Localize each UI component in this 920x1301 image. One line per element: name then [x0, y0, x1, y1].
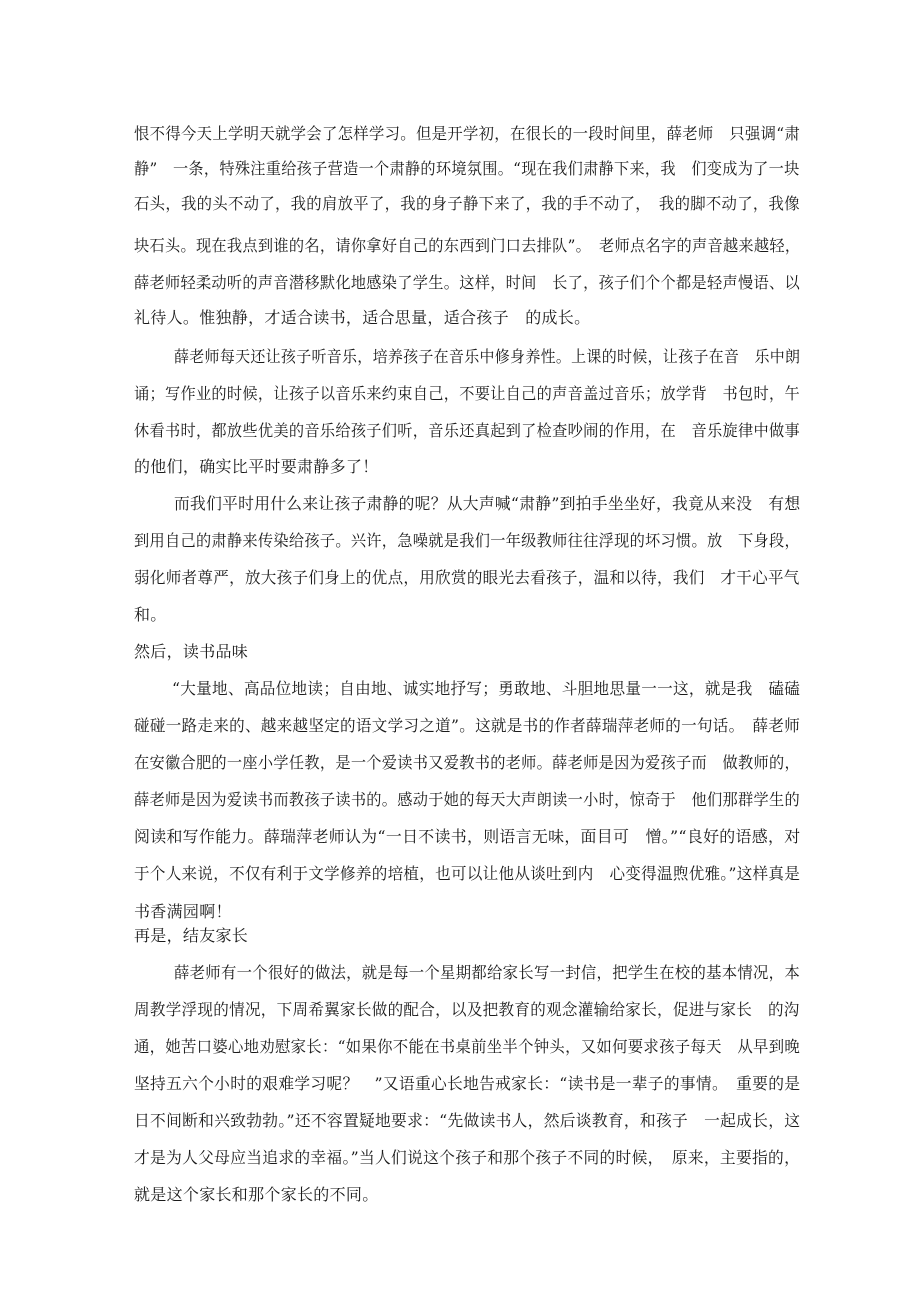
- text-line: 薛老师是因为爱读书而教孩子读书的。感动于她的每天大声朗读一小时，惊奇于 他们那群学生的: [134, 790, 800, 809]
- text-line: 才是为人父母应当追求的幸福。”当人们说这个孩子和那个孩子不同的时候， 原来，主要指的，: [134, 1148, 801, 1167]
- text-line: 而我们平时用什么来让孩子肃静的呢？从大声喊“肃静”到拍手坐坐好，我竟从来没 有想: [174, 494, 801, 513]
- text-line: 薛老师每天还让孩子听音乐，培养孩子在音乐中修身养性。上课的时候，让孩子在音 乐中朗: [174, 347, 801, 366]
- text-line: 阅读和写作能力。薛瑞萍老师认为“一日不读书，则语言无味，面目可 憎。”“良好的语感，对: [134, 827, 801, 846]
- text-line: 恨不得今天上学明天就学会了怎样学习。但是开学初，在很长的一段时间里，薛老师 只强调“肃: [134, 124, 801, 143]
- text-line: 于个人来说，不仅有利于文学修养的培植，也可以让他从谈吐到内 心变得温煦优雅。”这样真是: [134, 864, 801, 883]
- text-line: 通，她苦口婆心地劝慰家长：“如果你不能在书桌前坐半个钟头，又如何要求孩子每天 从早到晚: [134, 1037, 801, 1056]
- text-line: 静” 一条，特殊注重给孩子营造一个肃静的环境氛围。“现在我们肃静下来，我 们变成为了一块: [134, 159, 800, 178]
- text-line: 坚持五六个小时的艰难学习呢？ ”又语重心长地告戒家长：“读书是一辈子的事情。 重要的是: [134, 1074, 801, 1093]
- text-line: 在安徽合肥的一座小学任教，是一个爱读书又爱教书的老师。薛老师是因为爱孩子而 做教师的，: [134, 753, 800, 772]
- text-line: 和。: [134, 605, 167, 624]
- text-line: 日不间断和兴致勃勃。”还不容置疑地要求：“先做读书人，然后谈教育，和孩子 一起成长，这: [134, 1111, 801, 1130]
- text-line: 弱化师者尊严，放大孩子们身上的优点，用欣赏的眼光去看孩子，温和以待，我们 才干心平气: [134, 568, 800, 587]
- text-line: 碰碰一路走来的、越来越坚定的语文学习之道”。这就是书的作者薛瑞萍老师的一句话。 薛老师: [134, 716, 801, 735]
- text-line: 薛老师有一个很好的做法，就是每一个星期都给家长写一封信，把学生在校的基本情况，本: [174, 963, 801, 982]
- text-line: 的他们，确实比平时要肃静多了！: [134, 457, 379, 476]
- text-line: 周教学浮现的情况，下周希翼家长做的配合，以及把教育的观念灌输给家长，促进与家长 的沟: [134, 1000, 800, 1019]
- text-line: 薛老师轻柔动听的声音潜移默化地感染了学生。这样，时间 长了，孩子们个个都是轻声慢语、以: [134, 273, 800, 292]
- text-line: “大量地、高品位地读；自由地、诚实地抒写；勇敢地、斗胆地思量一一这，就是我 磕磕: [172, 679, 801, 698]
- text-line: 石头，我的头不动了，我的肩放平了，我的身子静下来了，我的手不动了， 我的脚不动了，我像: [134, 194, 800, 213]
- text-line: 礼待人。惟独静，才适合读书，适合思量，适合孩子 的成长。: [134, 308, 591, 327]
- text-line: 就是这个家长和那个家长的不同。: [134, 1185, 379, 1204]
- text-line: 书香满园啊！: [134, 902, 232, 921]
- section-heading: 再是，结友家长: [134, 926, 249, 945]
- text-line: 休看书时，都放些优美的音乐给孩子们听，音乐还真起到了检查吵闹的作用，在 音乐旋律中做事: [134, 421, 800, 440]
- text-line: 诵；写作业的时候，让孩子以音乐来约束自己，不要让自己的声音盖过音乐；放学背 书包时，午: [134, 384, 800, 403]
- text-line: 到用自己的肃静来传染给孩子。兴许，急噪就是我们一年级教师往往浮现的坏习惯。放 下身段，: [134, 531, 800, 550]
- section-heading: 然后，读书品味: [134, 642, 249, 661]
- text-line: 块石头。现在我点到谁的名，请你拿好自己的东西到门口去排队”。 老师点名字的声音越来越轻，: [134, 236, 801, 255]
